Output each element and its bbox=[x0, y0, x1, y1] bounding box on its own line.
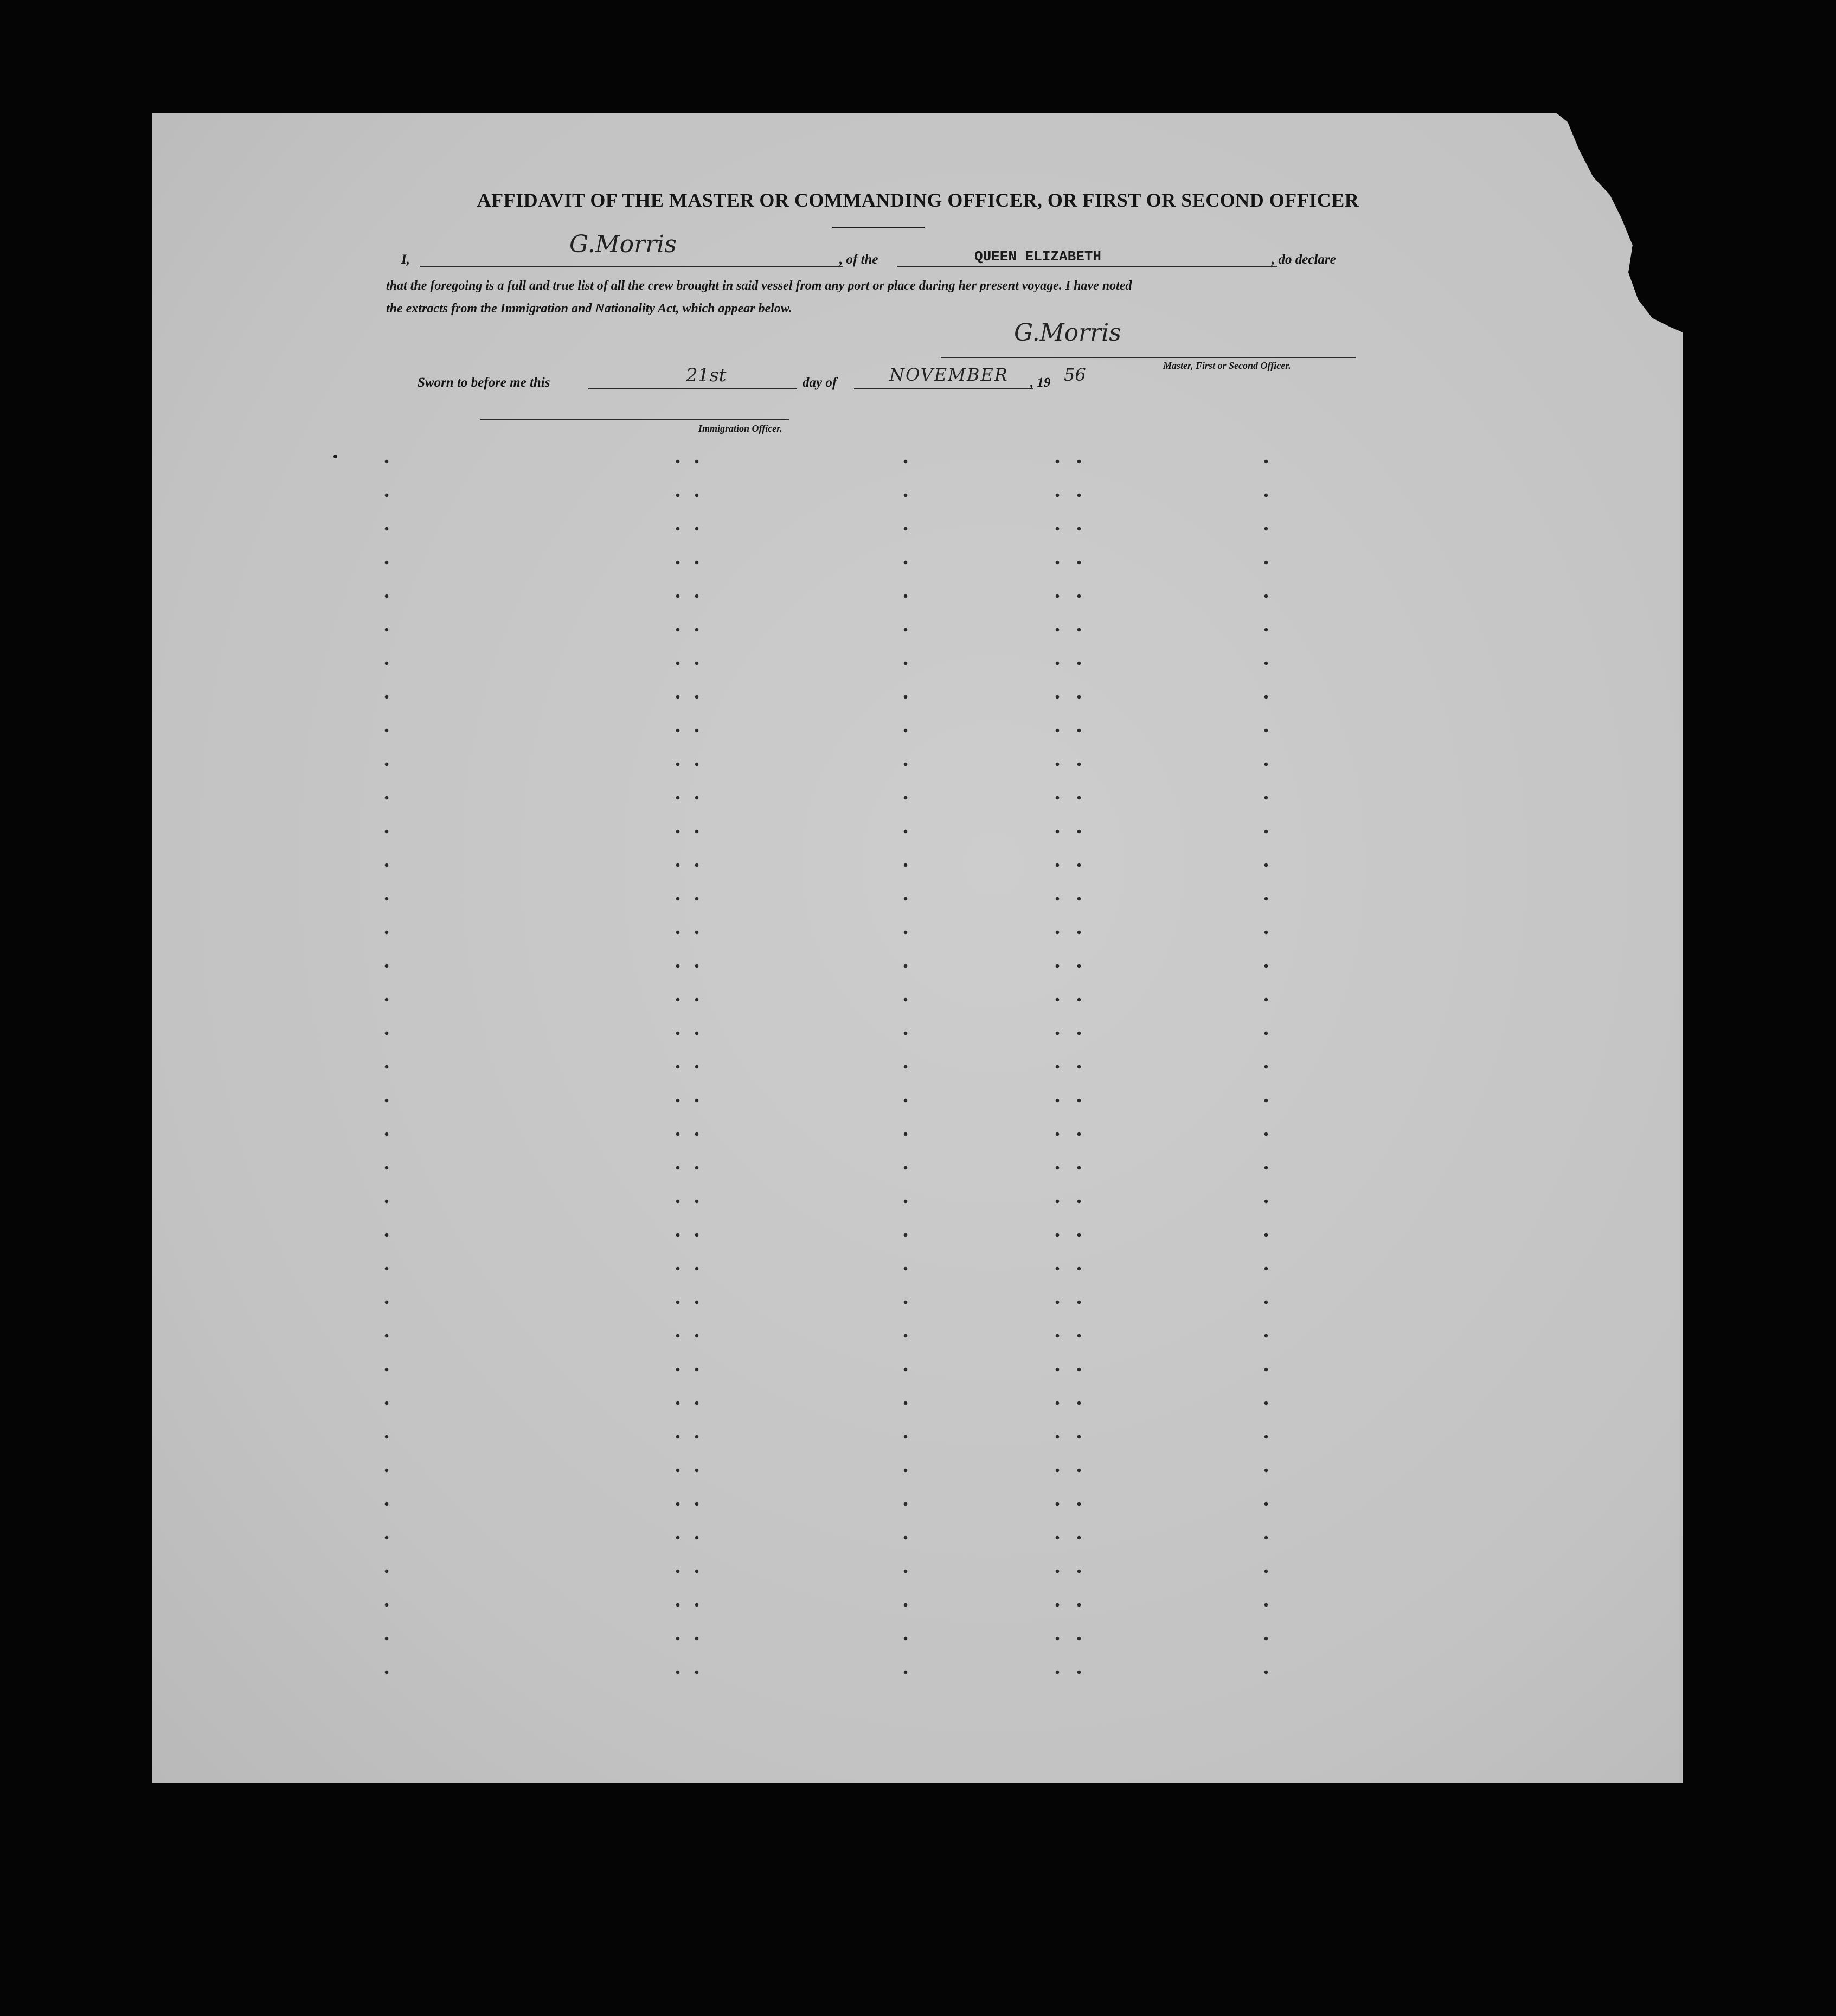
declaration-line-3: the extracts from the Immigration and Nationality Act, which appear below. bbox=[386, 302, 792, 316]
stray-mark bbox=[333, 455, 337, 458]
sworn-day-line bbox=[588, 388, 797, 389]
dot-leader-column bbox=[694, 445, 699, 1692]
master-signature: G.Morris bbox=[1014, 319, 1121, 347]
sworn-month: NOVEMBER bbox=[889, 364, 1009, 385]
sworn-day: 21st bbox=[686, 364, 727, 386]
master-signature-line bbox=[941, 357, 1356, 358]
immigration-officer-caption: Immigration Officer. bbox=[698, 423, 782, 434]
of-the-label: , of the bbox=[839, 252, 878, 267]
dot-leader-column bbox=[384, 445, 389, 1692]
declaration-prefix: I, bbox=[401, 252, 410, 267]
officer-name-line bbox=[420, 266, 843, 267]
dot-leader-column bbox=[1055, 445, 1060, 1692]
dot-leader-column bbox=[675, 445, 681, 1692]
title-underline bbox=[832, 227, 925, 228]
declaration-line-2: that the foregoing is a full and true list of all the crew brought in said vessel from any port or place during her present voyage. I have noted bbox=[386, 279, 1132, 293]
dot-leader-column bbox=[1263, 445, 1269, 1692]
dot-leader-column bbox=[1076, 445, 1082, 1692]
master-caption: Master, First or Second Officer. bbox=[1163, 360, 1291, 371]
document-page bbox=[152, 113, 1683, 1783]
dot-leader-column bbox=[903, 445, 908, 1692]
sworn-month-line bbox=[854, 388, 1033, 389]
day-of-label: day of bbox=[803, 375, 837, 390]
page-title: AFFIDAVIT OF THE MASTER OR COMMANDING OFFICER, OR FIRST OR SECOND OFFICER bbox=[477, 189, 1359, 211]
sworn-label: Sworn to before me this bbox=[418, 375, 550, 390]
do-declare-label: , do declare bbox=[1272, 252, 1336, 267]
year-prefix: , 19 bbox=[1030, 375, 1051, 390]
sworn-year: 56 bbox=[1064, 364, 1086, 385]
officer-signature: G.Morris bbox=[569, 231, 677, 258]
immigration-officer-line bbox=[480, 419, 789, 420]
vessel-name: QUEEN ELIZABETH bbox=[974, 248, 1102, 265]
vessel-name-line bbox=[897, 266, 1277, 267]
